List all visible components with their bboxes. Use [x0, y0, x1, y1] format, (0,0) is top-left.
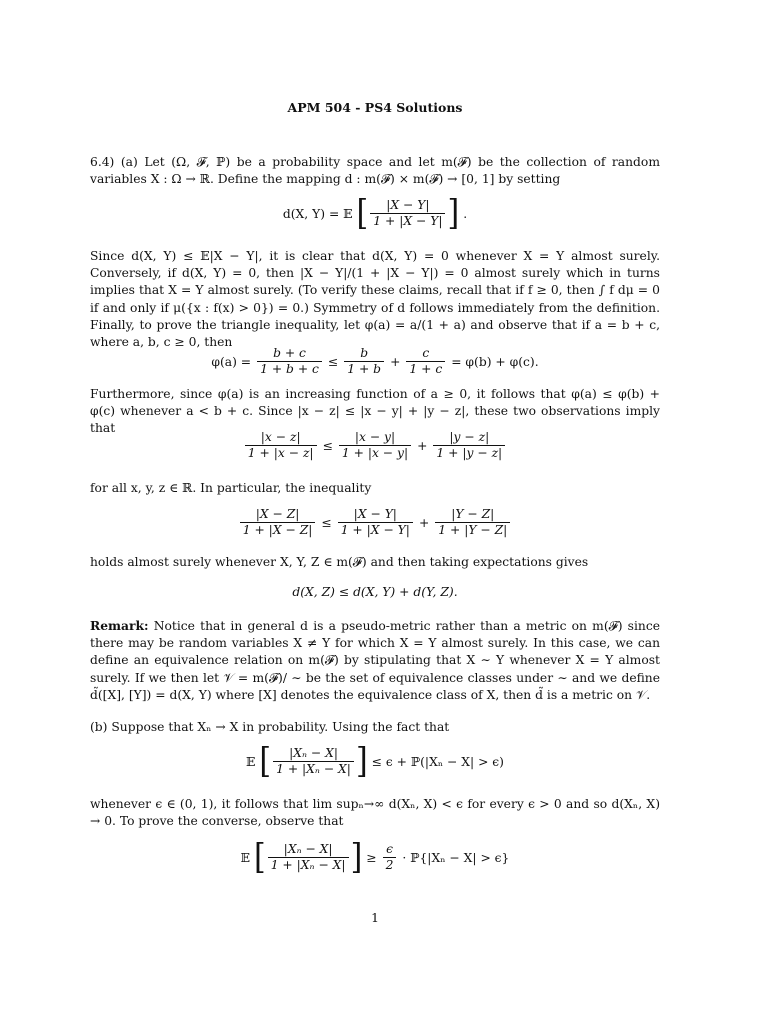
fraction-denominator: 1 + |X − Z| [242, 523, 313, 537]
fraction-numerator: ϵ [383, 842, 397, 858]
eq7-epsilon-fraction [383, 842, 397, 873]
right-bracket-symbol: ] [350, 836, 363, 878]
fraction-numerator: |x − z| [245, 430, 317, 446]
paragraph-part-b: (b) Suppose that Xₙ → X in probability. Using the fact that [90, 720, 450, 734]
equation-expectation-bound-lower [90, 836, 660, 878]
page-number: 1 [371, 911, 379, 925]
fraction-denominator: 2 [385, 858, 394, 872]
left-bracket-symbol: [ [259, 740, 272, 782]
remark-label: Remark: [90, 618, 149, 633]
eq7-op: ≥ [366, 850, 377, 865]
paragraph-expectations: holds almost surely whenever X, Y, Z ∈ m(𝓕) and then taking expectations gives [90, 555, 589, 569]
fraction-denominator: 1 + b + c [260, 362, 319, 376]
fraction-denominator: 1 + |x − z| [247, 446, 314, 460]
eq3-fraction-2 [339, 430, 411, 461]
fraction-denominator: 1 + |X − Y| [373, 214, 443, 228]
eq3-fraction-3 [433, 430, 505, 461]
remark-paragraph [90, 617, 660, 704]
eq4-op-1: ≤ [321, 515, 332, 530]
fraction-numerator: b + c [257, 346, 322, 362]
paragraph-metric-properties: Since d(X, Y) ≤ 𝔼|X − Y|, it is clear that d(X, Y) = 0 whenever X = Y almost surely. Conversely, if d(X, Y) = 0, then |X − Y|/(1 + |X − Y|) = 0 almost surely which in turns implies that X = Y almost surely. (To verify these claims, recall that if f ≥ 0, then ∫ f dμ = 0 if and only if μ({x : f(x) > 0}) = 0.) Symmetry of d follows immediately from the definition. Finally, to prove the triangle inequality, let φ(a) = a/(1 + a) and observe that if a = b + c, where a, b, c ≥ 0, then [90, 249, 660, 350]
eq2-op-1: ≤ [327, 354, 339, 369]
equation-expectation-bound-upper [90, 740, 660, 782]
fraction-numerator: |Y − Z| [435, 507, 510, 523]
eq3-op-1: ≤ [322, 438, 333, 453]
eq3-fraction-1 [245, 430, 317, 461]
fraction-denominator: 1 + |Xₙ − X| [270, 858, 346, 872]
eq2-fraction-1 [257, 346, 322, 377]
right-bracket-symbol: ] [355, 740, 368, 782]
fraction-denominator: 1 + |X − Y| [340, 523, 410, 537]
eq2-op-2: + [390, 354, 401, 369]
eq6-lhs: 𝔼 [246, 754, 256, 769]
left-bracket-symbol: [ [253, 836, 266, 878]
equation-real-triangle [90, 430, 660, 461]
eq7-fraction [268, 842, 349, 873]
eq1-lhs: d(X, Y) = 𝔼 [282, 206, 353, 221]
fraction-numerator: |x − y| [339, 430, 411, 446]
fraction-numerator: |X − Y| [370, 198, 445, 214]
eq6-rhs: ≤ ϵ + ℙ(|Xₙ − X| > ϵ) [371, 754, 504, 769]
fraction-numerator: |y − z| [433, 430, 505, 446]
paragraph-increasing-function: Furthermore, since φ(a) is an increasing function of a ≥ 0, it follows that φ(a) ≤ φ(b) + φ(c) whenever a < b + c. Since |x − z| ≤ |x − y| + |y − z|, these two observations imply that [90, 387, 660, 436]
fraction-denominator: 1 + |y − z| [436, 446, 503, 460]
eq2-fraction-3 [406, 346, 445, 377]
fraction-numerator: |X − Z| [240, 507, 316, 523]
eq6-fraction [273, 746, 354, 777]
eq4-fraction-2 [338, 507, 413, 538]
equation-triangle-inequality: d(X, Z) ≤ d(X, Y) + d(Y, Z). [292, 585, 458, 599]
eq2-lhs: φ(a) = [211, 354, 252, 369]
paragraph-problem-statement: 6.4) (a) Let (Ω, 𝓕, ℙ) be a probability space and let m(𝓕) be the collection of random variables X : Ω → ℝ. Define the mapping d : m(𝓕) × m(𝓕) → [0, 1] by setting [90, 155, 660, 187]
eq7-lhs: 𝔼 [240, 850, 250, 865]
fraction-denominator: 1 + |Y − Z| [438, 523, 508, 537]
fraction-numerator: b [344, 346, 384, 362]
eq4-op-2: + [418, 515, 430, 530]
fraction-numerator: |Xₙ − X| [273, 746, 354, 762]
paragraph-limsup: whenever ϵ ∈ (0, 1), it follows that lim supₙ→∞ d(Xₙ, X) < ϵ for every ϵ > 0 and so d(Xₙ, X) → 0. To prove the converse, observe that [90, 797, 660, 829]
eq7-rhs: · ℙ{|Xₙ − X| > ϵ} [402, 850, 510, 865]
eq2-fraction-2 [344, 346, 384, 377]
fraction-denominator: 1 + |Xₙ − X| [276, 762, 351, 776]
remark-text: Notice that in general d is a pseudo-metric rather than a metric on m(𝓕) since there may be random variables X ≠ Y for which X = Y almost surely. In this case, we can define an equivalence relation on m(𝓕) by stipulating that X ∼ Y whenever X = Y almost surely. If we then let 𝒱 = m(𝓕)/ ∼ be the set of equivalence classes under ∼ and we define d̃([X], [Y]) = d(X, Y) where [X] denotes the equivalence class of X, then d̃ is a metric on 𝒱. [90, 619, 660, 702]
eq2-rhs: = φ(b) + φ(c). [451, 354, 539, 369]
fraction-denominator: 1 + c [409, 362, 443, 376]
fraction-numerator: c [406, 346, 445, 362]
document-title: APM 504 - PS4 Solutions [287, 100, 463, 115]
eq4-fraction-3 [435, 507, 510, 538]
fraction-denominator: 1 + b [347, 362, 382, 376]
fraction-denominator: 1 + |x − y| [341, 446, 409, 460]
eq1-tail: . [463, 206, 468, 221]
eq1-fraction [370, 198, 445, 229]
fraction-numerator: |Xₙ − X| [268, 842, 349, 858]
equation-metric-definition [90, 192, 660, 234]
paragraph-for-all: for all x, y, z ∈ ℝ. In particular, the inequality [90, 481, 372, 495]
left-bracket-symbol: [ [356, 192, 369, 234]
eq3-op-2: + [417, 438, 428, 453]
right-bracket-symbol: ] [447, 192, 460, 234]
fraction-numerator: |X − Y| [338, 507, 413, 523]
eq4-fraction-1 [240, 507, 316, 538]
equation-random-triangle [90, 507, 660, 538]
equation-phi-inequality [90, 346, 660, 377]
